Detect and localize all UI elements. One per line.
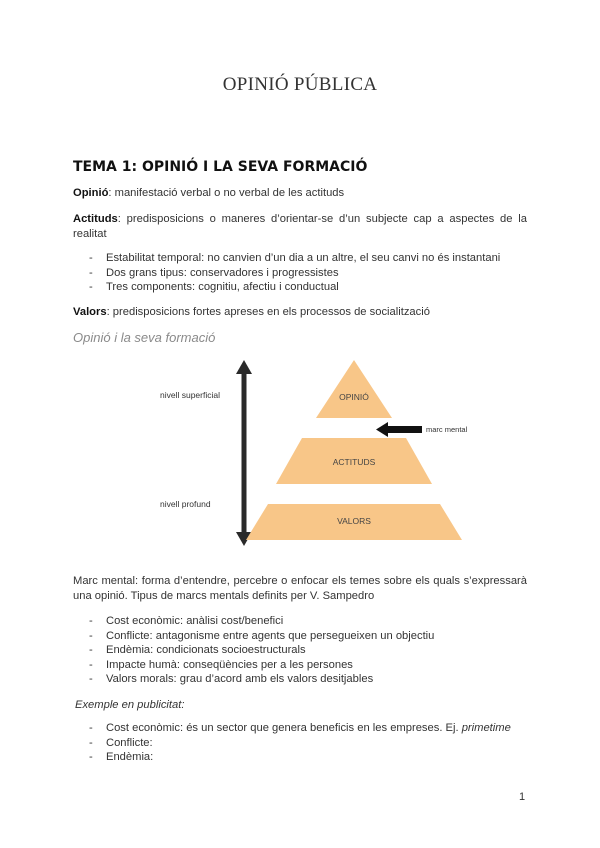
opinion-pyramid-diagram: [160, 358, 480, 548]
page-number: 1: [519, 791, 526, 803]
subsection-heading: Opinió i la seva formació: [73, 330, 216, 345]
example-item-text: Endèmia:: [106, 751, 154, 763]
list-item: - Valors morals: grau d’acord amb els valors desitjables: [73, 672, 527, 687]
layer-label-valors: VALORS: [337, 516, 371, 526]
section-heading: TEMA 1: OPINIÓ I LA SEVA FORMACIÓ: [73, 159, 368, 175]
actituds-list: [73, 251, 527, 295]
example-item-text: Cost econòmic: és un sector que genera beneficis en les empreses. Ej.: [106, 722, 462, 734]
valors-definition: [73, 305, 527, 320]
valors-term: Valors: [73, 306, 107, 318]
document-title: OPINIÓ PÚBLICA: [222, 74, 378, 95]
marc-mental-arrow: [376, 422, 422, 437]
deep-level-label: nivell profund: [160, 499, 211, 509]
opinio-definition: [73, 186, 527, 201]
list-item: - Dos grans tipus: conservadores i progressistes: [73, 266, 527, 281]
depth-arrow: [236, 360, 252, 546]
marc-mental-label: marc mental: [426, 425, 468, 434]
surface-level-label: nivell superficial: [160, 390, 220, 400]
list-item: - Cost econòmic: anàlisi cost/benefici: [73, 614, 527, 629]
example-item-emphasis: primetime: [461, 722, 511, 734]
list-item: - Estabilitat temporal: no canvien d’un dia a un altre, el seu canvi no és instantani: [73, 251, 527, 266]
list-item: [73, 736, 527, 751]
layer-label-actituds: ACTITUDS: [332, 457, 376, 467]
opinio-term: Opinió: [73, 187, 109, 199]
actituds-text: : predisposicions o maneres d’orientar-se d’un subjecte cap a aspectes de la realitat: [73, 213, 527, 240]
list-item: - Endèmia: condicionats socioestructurals: [73, 643, 527, 658]
example-item-text: Conflicte:: [106, 736, 153, 749]
list-item: - Conflicte: antagonisme entre agents que persegueixen un objectiu: [73, 629, 527, 644]
marc-mental-definition: Marc mental: forma d’entendre, percebre o enfocar els temes sobre els quals s’expressarà una opinió. Tipus de marcs mentals definits per V. Sampedro: [73, 575, 527, 602]
opinio-text: : manifestació verbal o no verbal de les actituds: [108, 187, 345, 199]
list-item: [73, 750, 527, 765]
list-item: - Tres components: cognitiu, afectiu i conductual: [73, 280, 527, 295]
layer-label-opinio: OPINIÓ: [339, 392, 369, 402]
actituds-term: Actituds: [73, 213, 118, 225]
marc-types-list: [73, 614, 527, 687]
list-item: [73, 721, 527, 736]
pyramid-layer-opinio: [316, 360, 392, 418]
valors-text: : predisposicions fortes apreses en els processos de socialització: [106, 306, 430, 318]
list-item: - Impacte humà: conseqüències per a les persones: [73, 658, 527, 673]
example-list: [73, 721, 527, 765]
actituds-definition: [73, 212, 527, 242]
example-heading: Exemple en publicitat:: [75, 699, 185, 711]
